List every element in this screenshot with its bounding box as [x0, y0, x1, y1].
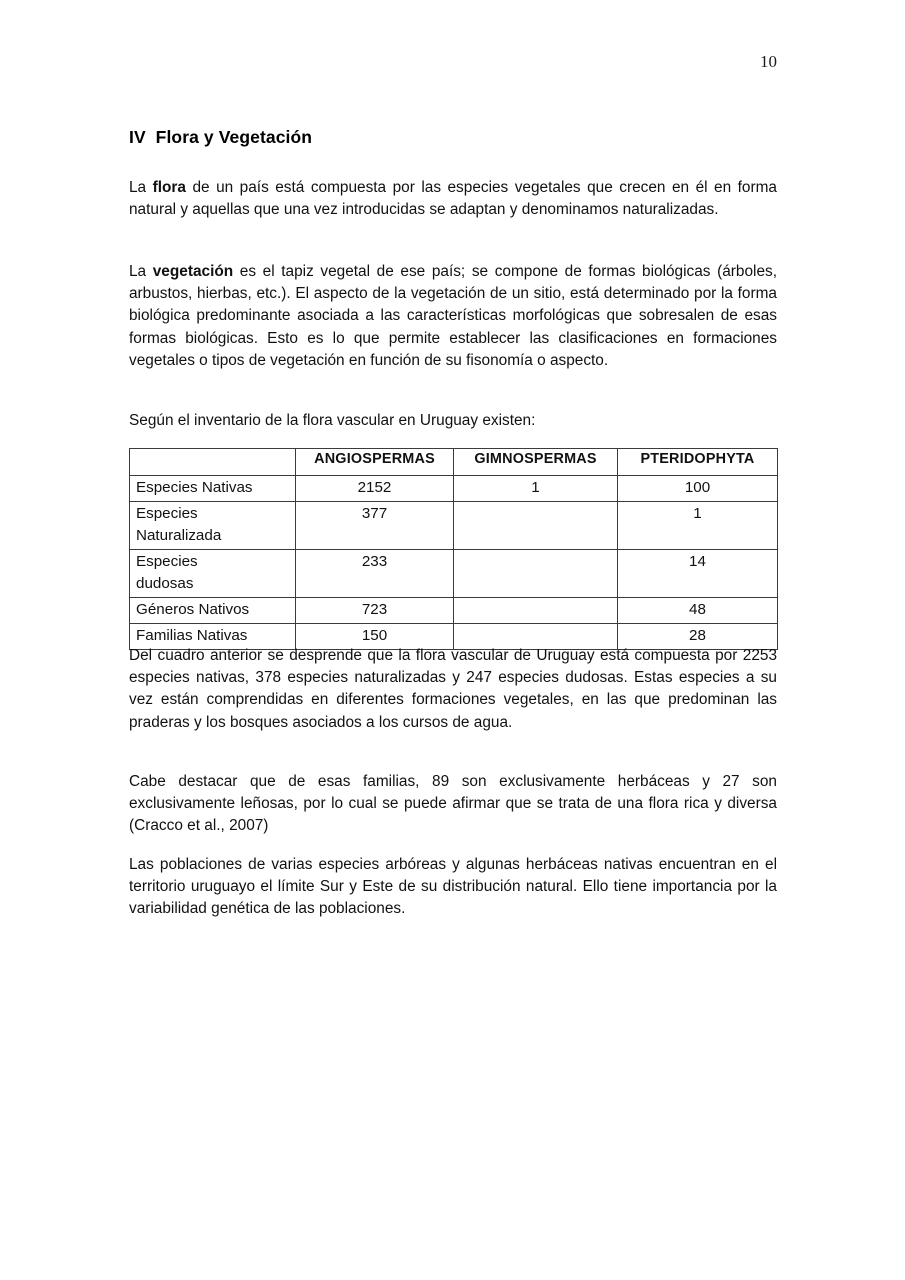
paragraph-flora-lead: La	[129, 179, 153, 196]
cell-generos-nativos-pteridophyta: 48	[618, 598, 778, 624]
cell-generos-nativos-angiospermas: 723	[296, 598, 454, 624]
paragraph-vegetacion	[129, 261, 777, 372]
paragraph-poblaciones: Las poblaciones de varias especies arbóreas y algunas herbáceas nativas encuentran en el territorio uruguayo el límite Sur y Este de su distribución natural. Ello tiene importancia por la variabilidad genética de las poblaciones.	[129, 856, 777, 918]
row-label-generos-nativos: Géneros Nativos	[130, 598, 296, 624]
flora-statistics-table-container	[129, 448, 777, 650]
row-label-especies-dudosas: Especies dudosas	[130, 550, 296, 598]
cell-especies-naturalizada-gimnospermas	[454, 502, 618, 550]
term-flora: flora	[152, 179, 186, 196]
cell-especies-dudosas-gimnospermas	[454, 550, 618, 598]
page-title: IV Flora y Vegetación	[129, 127, 313, 147]
cell-generos-nativos-gimnospermas	[454, 598, 618, 624]
paragraph-vegetacion-lead: La	[129, 263, 153, 280]
cell-especies-nativas-gimnospermas: 1	[454, 476, 618, 502]
table-row	[130, 476, 778, 502]
flora-statistics-table	[129, 448, 778, 650]
cell-familias-nativas-pteridophyta: 28	[618, 624, 778, 650]
term-vegetacion: vegetación	[152, 263, 234, 280]
cell-especies-naturalizada-angiospermas: 377	[296, 502, 454, 550]
table-corner-cell	[130, 449, 296, 476]
cell-especies-naturalizada-pteridophyta: 1	[618, 502, 778, 550]
row-label-especies-naturalizada: Especies Naturalizada	[130, 502, 296, 550]
column-header-angiospermas: ANGIOSPERMAS	[296, 449, 454, 476]
cell-especies-dudosas-pteridophyta: 14	[618, 550, 778, 598]
table-row	[130, 502, 778, 550]
column-header-gimnospermas: GIMNOSPERMAS	[454, 449, 618, 476]
row-label-familias-nativas: Familias Nativas	[130, 624, 296, 650]
paragraph-del-cuadro: Del cuadro anterior se desprende que la flora vascular de Uruguay está compuesta por 2253 especies nativas, 378 especies naturalizadas y 247 especies dudosas. Estas especies a su vez están comprendidas en diferentes formaciones vegetales, en las que predominan las praderas y los bosques asociados a los cursos de agua.	[129, 647, 777, 731]
table-header-row	[130, 449, 778, 476]
page-number: 10	[760, 52, 777, 71]
cell-especies-nativas-angiospermas: 2152	[296, 476, 454, 502]
table-row	[130, 598, 778, 624]
cell-especies-dudosas-angiospermas: 233	[296, 550, 454, 598]
paragraph-vegetacion-rest: es el tapiz vegetal de ese país; se compone de formas biológicas (árboles, arbustos, hierbas, etc.). El aspecto de la vegetación de un sitio, está determinado por la forma biológica predominante asociada a las características morfológicas que sobresalen de esas formas biológicas. Esto es lo que permite establecer las clasificaciones en formaciones vegetales o tipos de vegetación en función de su fisonomía o aspecto.	[129, 263, 777, 369]
paragraph-inventario-intro: Según el inventario de la flora vascular en Uruguay existen:	[129, 412, 536, 429]
row-label-especies-nativas: Especies Nativas	[130, 476, 296, 502]
cell-familias-nativas-angiospermas: 150	[296, 624, 454, 650]
paragraph-familias: Cabe destacar que de esas familias, 89 son exclusivamente herbáceas y 27 son exclusivamente leñosas, por lo cual se puede afirmar que se trata de una flora rica y diversa (Cracco et al., 2007)	[129, 773, 777, 835]
table-row	[130, 550, 778, 598]
cell-especies-nativas-pteridophyta: 100	[618, 476, 778, 502]
paragraph-flora	[129, 177, 777, 221]
column-header-pteridophyta: PTERIDOPHYTA	[618, 449, 778, 476]
paragraph-flora-rest: de un país está compuesta por las especies vegetales que crecen en él en forma natural y aquellas que una vez introducidas se adaptan y denominamos naturalizadas.	[129, 179, 777, 219]
